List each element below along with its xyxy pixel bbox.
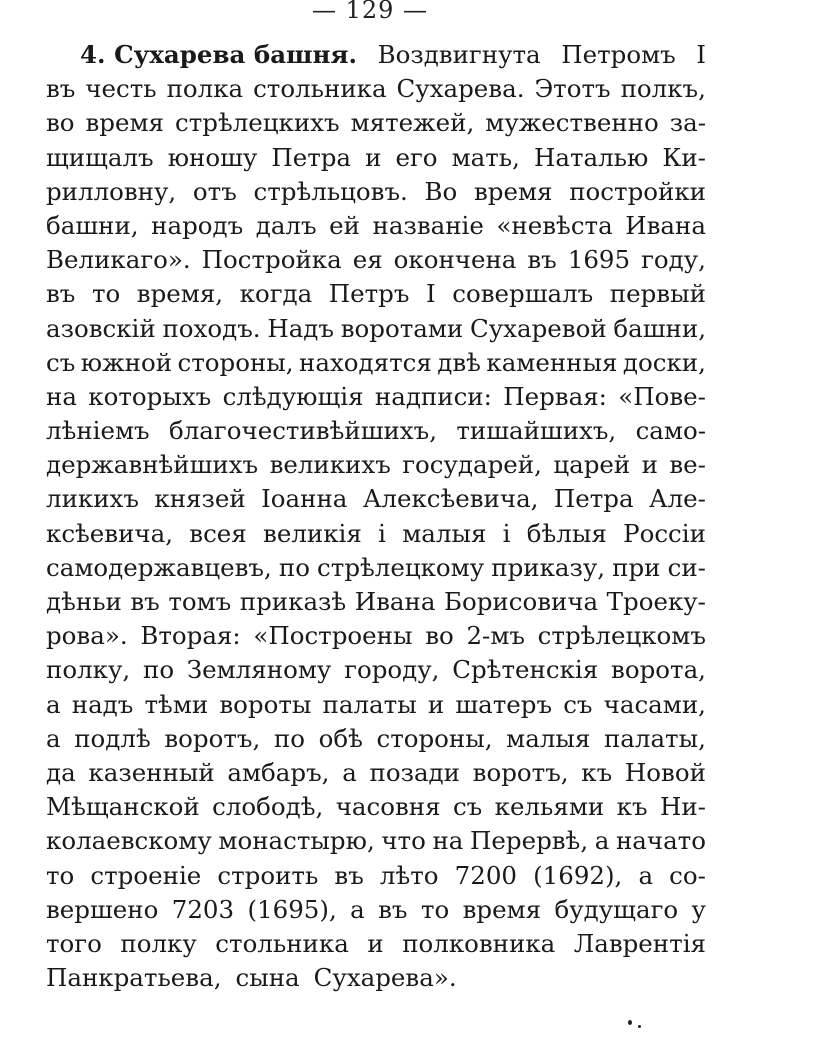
word: въ [527, 245, 557, 275]
text-line-8 [46, 277, 706, 311]
word: отъ [192, 176, 237, 206]
word: первый [609, 279, 706, 309]
word: къ [581, 757, 613, 787]
word: Земляному [186, 655, 332, 685]
word: Надъ [267, 313, 334, 343]
word: надъ [71, 689, 134, 719]
word: князей [154, 484, 246, 514]
word: во [425, 621, 454, 651]
word: 7203 [171, 894, 235, 924]
word: Петромъ [561, 40, 676, 69]
word: названіе [372, 210, 484, 240]
word: на [432, 826, 464, 856]
text-line-12 [46, 414, 706, 448]
text-line-22 [46, 756, 706, 790]
word: воротъ, [472, 757, 569, 787]
word: Петра [271, 142, 352, 172]
text-line-25 [46, 859, 706, 893]
word: и [427, 689, 445, 719]
section-title: Сухарева башня. [114, 40, 358, 69]
word: обѣ [318, 723, 363, 753]
word: слѣдующія [222, 381, 364, 411]
word: и [365, 142, 382, 172]
word: тишайшихъ, [456, 416, 617, 446]
word: великихъ [269, 450, 391, 480]
word: ей [329, 210, 360, 240]
text-line-17 [46, 585, 706, 619]
word: Петръ [328, 279, 410, 309]
word: во [46, 108, 75, 138]
word: малыя [402, 518, 487, 548]
word: народъ [151, 210, 244, 240]
text-line-9 [46, 312, 706, 346]
word: I [426, 279, 436, 309]
section-number: 4. [80, 40, 106, 69]
word: великія [263, 518, 362, 548]
word: со- [669, 860, 706, 890]
word: то [420, 894, 450, 924]
word: рилловну, [46, 176, 177, 206]
print-speck [628, 1020, 632, 1025]
word: а [594, 826, 610, 856]
word: то [91, 279, 121, 309]
word: въ [46, 74, 76, 104]
word: лѣто [379, 860, 439, 890]
text-line-24 [46, 824, 706, 858]
word: стольника [253, 74, 387, 104]
word: Новой [624, 757, 706, 787]
word: въ [334, 860, 364, 890]
word: позади [369, 757, 460, 787]
word: Лаврентія [573, 928, 706, 958]
text-line-21 [46, 722, 706, 756]
word: за- [669, 108, 706, 138]
text-line-5 [46, 175, 706, 209]
word: часами, [603, 689, 706, 719]
word: въ [378, 894, 408, 924]
word: къ [616, 792, 648, 822]
word: окончена [393, 245, 517, 275]
word: походъ. [162, 313, 261, 343]
word: стольника [215, 928, 349, 958]
word: палаты [322, 689, 417, 719]
word: полковника [402, 928, 556, 958]
text-line-16 [46, 551, 706, 585]
word: благочестивѣйшихъ, [168, 416, 437, 446]
word: его [395, 142, 438, 172]
word: Сухарева. [396, 74, 525, 104]
word: Во [424, 176, 458, 206]
word: стрѣльцовъ. [253, 176, 408, 206]
text-line-6 [46, 209, 706, 243]
word: ликихъ [46, 484, 139, 514]
word: «невѣста [496, 210, 613, 240]
word: Петра [553, 484, 634, 514]
word: будущаго [554, 894, 679, 924]
word: полку [120, 928, 197, 958]
word: а [350, 894, 365, 924]
word: палаты, [603, 723, 706, 753]
word: само- [635, 416, 706, 446]
word: бѣлыя [526, 518, 607, 548]
word: сына [235, 963, 300, 993]
word: году, [641, 245, 706, 275]
text-line-15 [46, 517, 706, 551]
word: въ [130, 587, 160, 616]
word: на [46, 381, 77, 411]
word: которыхъ [88, 381, 212, 411]
word: стороны, [376, 723, 493, 753]
word: Великаго». [46, 245, 191, 275]
word: (1692), [533, 860, 623, 890]
word: время [474, 176, 553, 206]
word: у [691, 894, 706, 924]
word: Троеку- [606, 587, 706, 616]
word: Россіи [623, 518, 706, 548]
word: стрѣлецкому [317, 552, 485, 582]
word: башни, [613, 313, 706, 343]
word: а [46, 689, 61, 719]
word: южной [80, 347, 173, 377]
text-line-4 [46, 141, 706, 175]
word: съ [46, 347, 76, 377]
word: Вторая: [140, 621, 241, 651]
word: постройки [569, 176, 706, 206]
word: малыя [506, 723, 591, 753]
word: государей, [402, 450, 542, 480]
word: строить [217, 860, 319, 890]
word: амбаръ, [227, 757, 330, 787]
word: дѣньи [46, 587, 122, 616]
word: Мѣщанской [46, 792, 200, 822]
word: мятежей, [350, 108, 475, 138]
text-line-7 [46, 243, 706, 277]
text-line-23 [46, 790, 706, 824]
word: і [378, 518, 386, 548]
word: ворота, [611, 655, 706, 685]
word: находятся [299, 347, 432, 377]
word: казенный [88, 757, 215, 787]
word: время [85, 108, 165, 138]
word: воротами [340, 313, 464, 343]
word: Ивана [625, 210, 706, 240]
word: Наталью [533, 142, 649, 172]
section-heading [80, 38, 357, 72]
text-line-3 [46, 106, 706, 140]
word: надписи: [374, 381, 492, 411]
word: «Пове- [618, 381, 706, 411]
word: приказу, [491, 552, 606, 582]
word: приказѣ [239, 587, 347, 616]
word: по [143, 655, 175, 685]
word: подлѣ [74, 723, 151, 753]
word: Ки- [662, 142, 706, 172]
word: то [46, 860, 75, 890]
print-speck [638, 1025, 641, 1028]
word: 1695 [567, 245, 631, 275]
word: совершалъ [452, 279, 594, 309]
text-line-14 [46, 482, 706, 516]
text-line-27 [46, 927, 706, 961]
word: Этотъ [534, 74, 611, 104]
word: и [367, 928, 384, 958]
word: томъ [168, 587, 232, 616]
word: ея [352, 245, 383, 275]
word: щищалъ [46, 142, 154, 172]
word: полка [166, 74, 244, 104]
word: 7200 [454, 860, 517, 890]
word: Ивана [354, 587, 436, 616]
text-line-1 [46, 38, 706, 72]
word: ксѣевича, [46, 518, 174, 548]
word: азовскій [46, 313, 156, 343]
paragraph [46, 38, 706, 995]
word: время, [136, 279, 224, 309]
word: Алексѣевича, [362, 484, 539, 514]
word: стороны, [177, 347, 294, 377]
word: строеніе [90, 860, 202, 890]
word: что [381, 826, 426, 856]
text-line-10 [46, 346, 706, 380]
page-number: — 129 — [311, 0, 429, 24]
word: мужественно [485, 108, 659, 138]
word: да [46, 757, 76, 787]
word: воротъ, [164, 723, 261, 753]
word: колаевскому [46, 826, 212, 856]
word: слободѣ, [212, 792, 324, 822]
word: си- [667, 552, 706, 582]
word: городу, [344, 655, 440, 685]
word: Сухарева». [313, 963, 457, 993]
word: державнѣйшихъ [46, 450, 259, 480]
word: шатеръ [455, 689, 553, 719]
word: всея [189, 518, 247, 548]
word: Ни- [659, 792, 706, 822]
word: кельями [494, 792, 605, 822]
word: а [638, 860, 654, 890]
word: время [462, 894, 542, 924]
word: царей [553, 450, 631, 480]
text-line-28 [46, 961, 706, 995]
word: честь [85, 74, 157, 104]
word: Борисовича [443, 587, 599, 616]
word: Іоанна [261, 484, 348, 514]
word: рова». [46, 621, 128, 651]
word: по [273, 723, 305, 753]
word: монастырю, [218, 826, 375, 856]
word: того [46, 928, 102, 958]
word: при [612, 552, 661, 582]
word: Постройка [201, 245, 342, 275]
word: полкъ, [620, 74, 706, 104]
word: стрѣлецкомъ [537, 621, 706, 651]
word: юношу [167, 142, 258, 172]
word: полку, [46, 655, 131, 685]
word: 2-мъ [466, 621, 525, 651]
text-line-19 [46, 653, 706, 687]
word: по [278, 552, 310, 582]
word: Але- [649, 484, 706, 514]
word: далъ [255, 210, 317, 240]
word: Сухаревой [470, 313, 607, 343]
word: и [641, 450, 658, 480]
word: вершено [46, 894, 159, 924]
word: Воздвигнута [377, 40, 541, 69]
word: доски, [622, 347, 706, 377]
word: лѣніемъ [46, 416, 150, 446]
word: Панкратьева, [46, 963, 222, 993]
word: тѣми [144, 689, 209, 719]
word: двѣ [437, 347, 481, 377]
word: когда [239, 279, 313, 309]
word: (1695), [247, 894, 337, 924]
word: Первая: [503, 381, 607, 411]
text-line-20 [46, 688, 706, 722]
text-line-2 [46, 72, 706, 106]
text-line-13 [46, 448, 706, 482]
word: ве- [669, 450, 706, 480]
word: і [502, 518, 511, 548]
word: а [342, 757, 357, 787]
word: а [46, 723, 61, 753]
word: I [696, 40, 706, 69]
word: стрѣлецкихъ [174, 108, 340, 138]
word: каменныя [486, 347, 618, 377]
word: начато [615, 826, 706, 856]
word: «Построены [253, 621, 413, 651]
word: башни, [46, 210, 139, 240]
text-line-11 [46, 380, 706, 414]
word: въ [46, 279, 76, 309]
word: вороты [219, 689, 312, 719]
word: Срѣтенскія [452, 655, 599, 685]
word: мать, [451, 142, 520, 172]
word: Перервѣ, [470, 826, 589, 856]
word: съ [563, 689, 593, 719]
word: самодержавцевъ, [46, 552, 272, 582]
text-line-18 [46, 619, 706, 653]
word: съ [452, 792, 483, 822]
word: часовня [335, 792, 441, 822]
text-line-26 [46, 893, 706, 927]
